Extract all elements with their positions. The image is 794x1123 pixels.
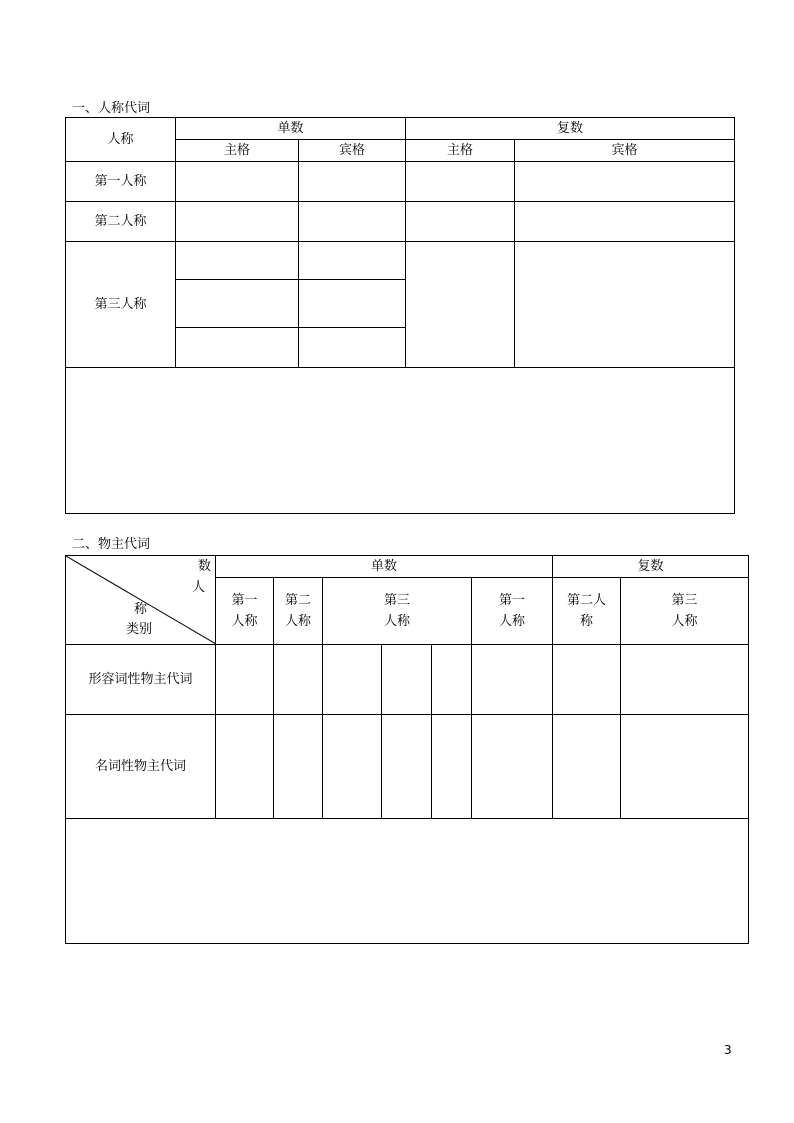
singular-second-person-header: 第二 人称 [274, 578, 323, 645]
empty-cell [382, 645, 432, 715]
empty-cell [515, 162, 735, 202]
empty-cell [553, 645, 621, 715]
empty-cell [621, 715, 749, 819]
diagonal-corner-header [66, 556, 216, 645]
empty-cell [323, 715, 382, 819]
plural-first-person-header: 第一 人称 [472, 578, 553, 645]
empty-cell [299, 162, 406, 202]
empty-cell [176, 242, 299, 280]
row-label-adjectival-possessive: 形容词性物主代词 [66, 645, 216, 715]
empty-cell [472, 715, 553, 819]
empty-cell [432, 645, 472, 715]
empty-cell [553, 715, 621, 819]
empty-cell [216, 715, 274, 819]
corner-label-category: 类别 [126, 622, 153, 637]
corner-person-header: 人称 [66, 118, 176, 162]
empty-cell [299, 202, 406, 242]
possessive-pronoun-table [65, 555, 749, 944]
empty-cell [299, 242, 406, 280]
personal-pronoun-table [65, 117, 735, 514]
empty-cell [432, 715, 472, 819]
singular-header: 单数 [176, 118, 406, 140]
singular-header: 单数 [216, 556, 553, 578]
corner-label-person: 人 [191, 580, 205, 595]
corner-label-cheng: 称 [134, 602, 148, 617]
empty-cell [274, 715, 323, 819]
empty-cell [406, 162, 515, 202]
empty-cell [176, 162, 299, 202]
plural-second-person-header: 第二人 称 [553, 578, 621, 645]
empty-cell [323, 645, 382, 715]
empty-cell [299, 328, 406, 368]
empty-cell [176, 280, 299, 328]
empty-cell [216, 645, 274, 715]
empty-cell [176, 202, 299, 242]
row-label-third-person: 第三人称 [66, 242, 176, 368]
empty-cell [299, 280, 406, 328]
empty-cell [515, 202, 735, 242]
empty-cell [274, 645, 323, 715]
plural-object-header: 宾格 [515, 140, 735, 162]
empty-cell [406, 242, 515, 368]
singular-third-person-header: 第三 人称 [323, 578, 472, 645]
singular-object-header: 宾格 [299, 140, 406, 162]
plural-subject-header: 主格 [406, 140, 515, 162]
empty-cell [406, 202, 515, 242]
section1-title: 一、人称代词 [72, 101, 151, 116]
page-number: 3 [724, 1043, 732, 1057]
singular-subject-header: 主格 [176, 140, 299, 162]
plural-header: 复数 [553, 556, 749, 578]
empty-cell [382, 715, 432, 819]
notes-area [66, 368, 735, 514]
empty-cell [515, 242, 735, 368]
row-label-first-person: 第一人称 [66, 162, 176, 202]
section2-title: 二、物主代词 [72, 537, 151, 552]
empty-cell [621, 645, 749, 715]
corner-label-number: 数 [197, 559, 211, 574]
empty-cell [176, 328, 299, 368]
singular-first-person-header: 第一 人称 [216, 578, 274, 645]
row-label-nominal-possessive: 名词性物主代词 [66, 715, 216, 819]
empty-cell [472, 645, 553, 715]
notes-area [66, 819, 749, 944]
plural-header: 复数 [406, 118, 735, 140]
plural-third-person-header: 第三 人称 [621, 578, 749, 645]
row-label-second-person: 第二人称 [66, 202, 176, 242]
